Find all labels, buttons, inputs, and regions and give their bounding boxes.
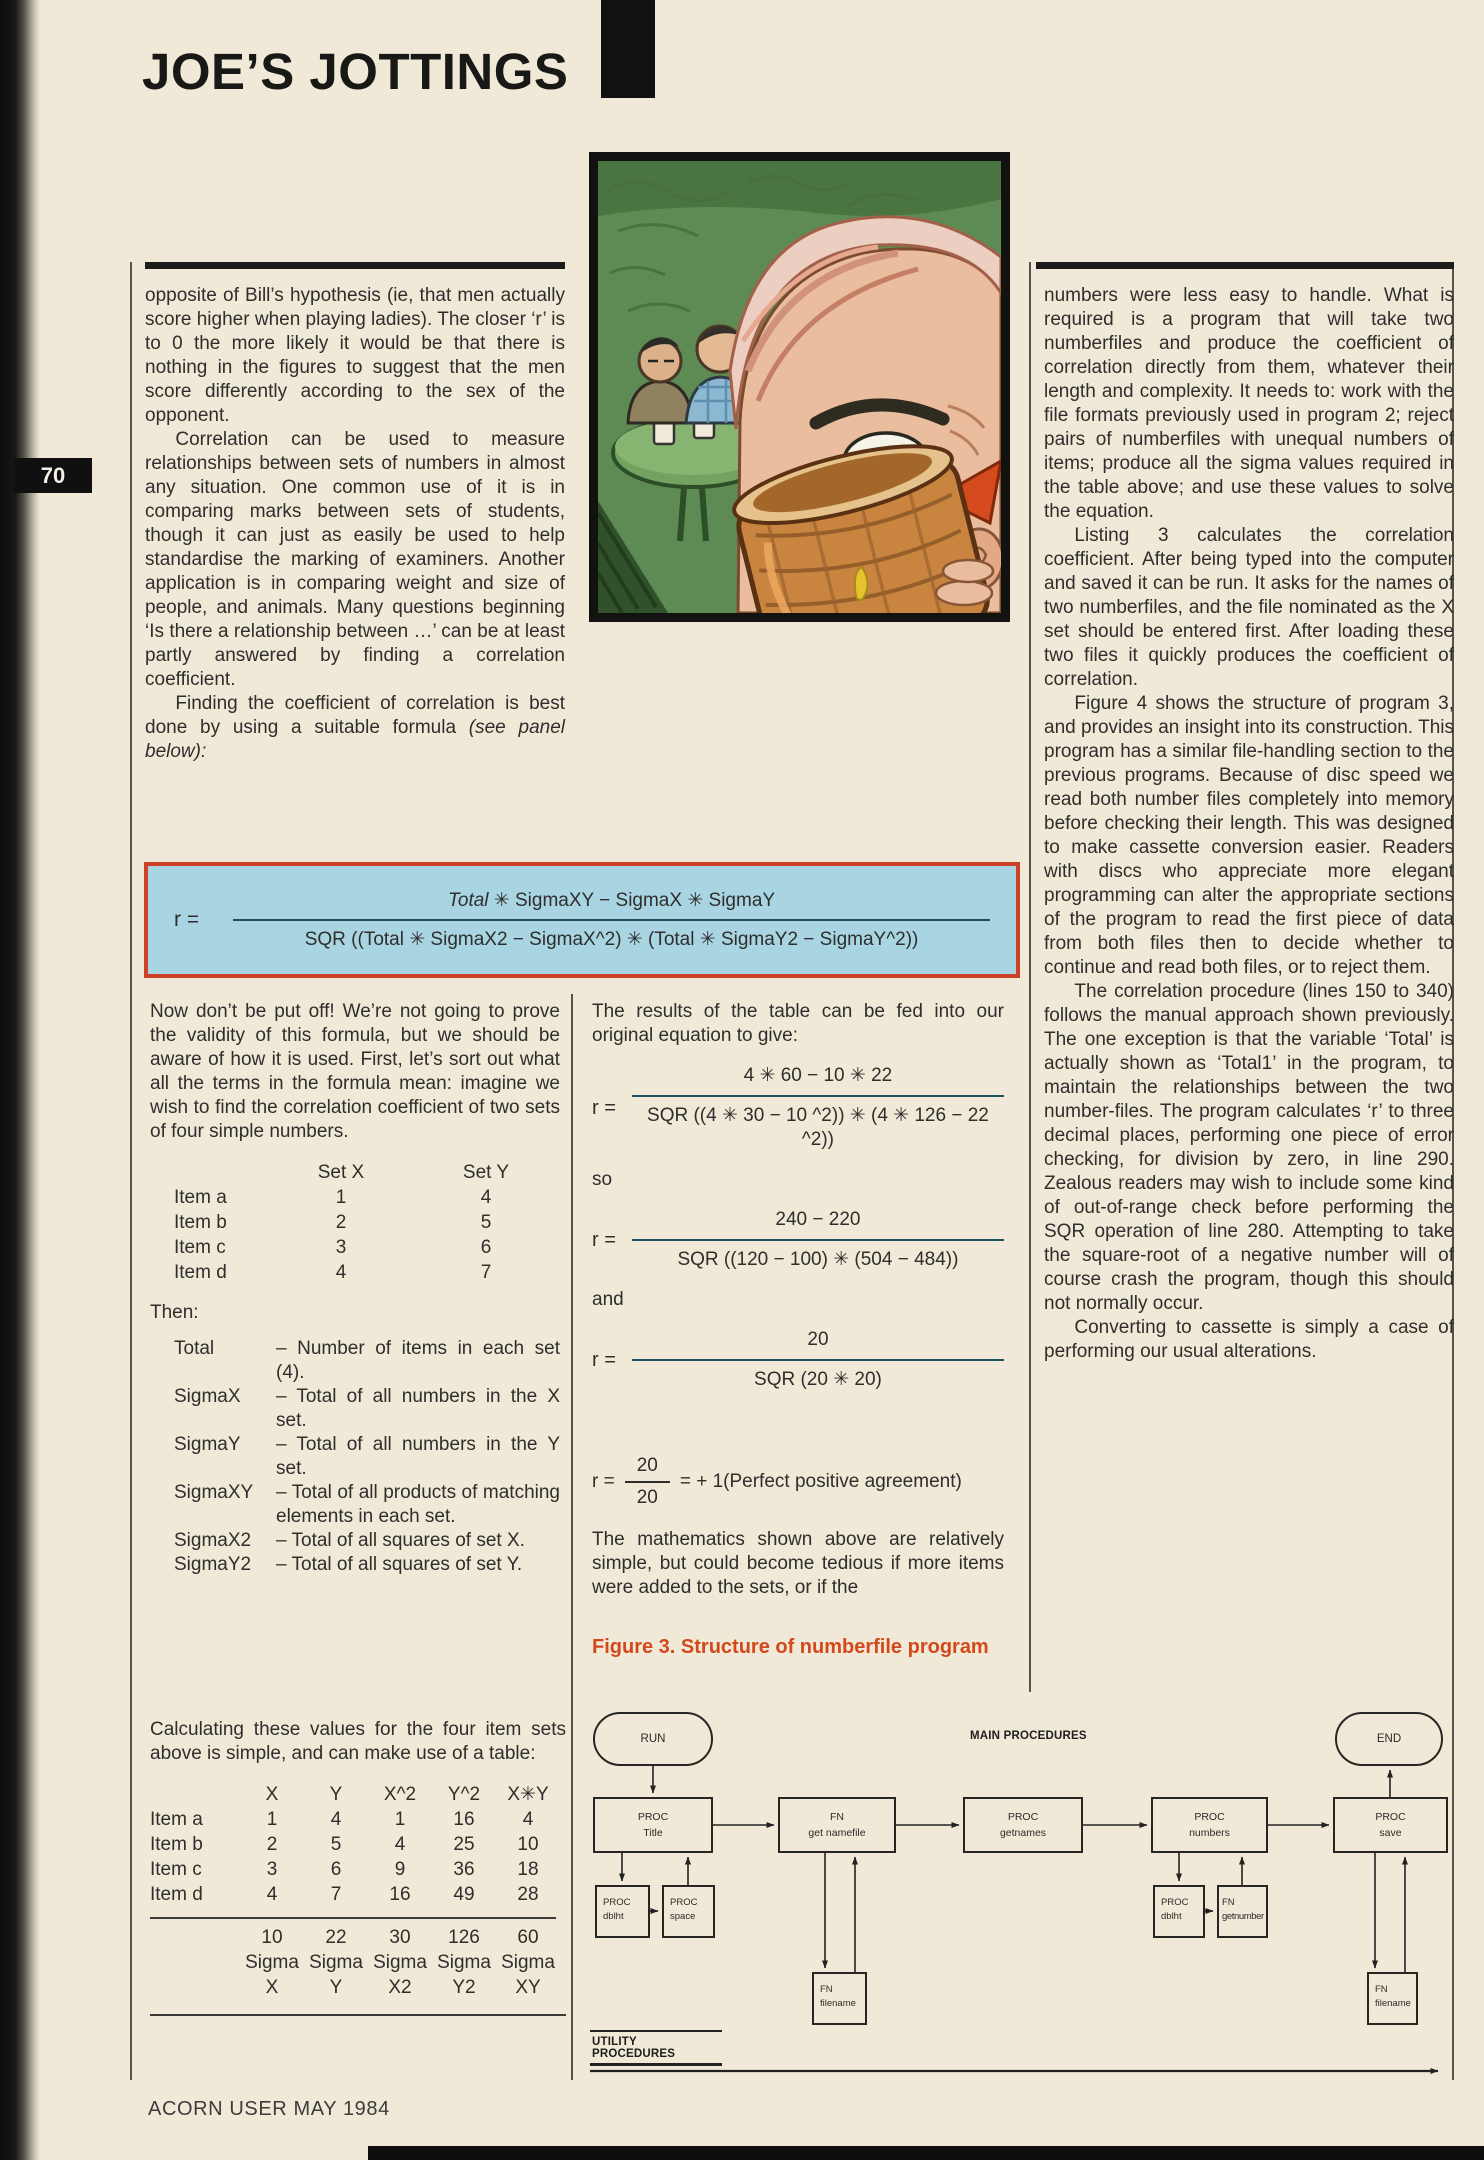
set-table xyxy=(174,1160,560,1285)
calc-label: Item c xyxy=(150,1859,202,1880)
column-rule-left xyxy=(130,262,132,2080)
definition-desc: – Total of all products of matching elements in each set. xyxy=(276,1482,560,1527)
paragraph: opposite of Bill’s hypothesis (ie, that men actually score higher when playing ladies). The closer ‘r’ is to 0 the more likely it would be that there is nothing in the figures to suggest that the men score differently according to the sex of the opponent. xyxy=(145,285,565,426)
sigma-word: Sigma xyxy=(373,1952,427,1973)
equation-2 xyxy=(592,1208,1004,1272)
calc-cell: 6 xyxy=(330,1859,342,1880)
equation-lhs: r = xyxy=(592,1471,615,1492)
definition-desc: – Total of all numbers in the Y set. xyxy=(276,1434,560,1479)
formula-fraction xyxy=(233,889,990,951)
calc-cell: 49 xyxy=(453,1884,475,1905)
node-line2: get namefile xyxy=(808,1826,866,1839)
definition-term: SigmaX2 xyxy=(174,1530,252,1551)
then-label: Then: xyxy=(150,1302,199,1323)
illustration xyxy=(589,152,1010,622)
calc-header: X✳Y xyxy=(507,1784,549,1805)
definition-term: SigmaY2 xyxy=(174,1554,252,1575)
calc-label: Item d xyxy=(150,1884,203,1905)
paragraph: Now don’t be put off! We’re not going to prove the validity of this formula, but we should be aware of how it is used. First, let’s sort out what all the terms in the formula mean: imagine we wish to find the correlation coefficient of two sets of four simple numbers. xyxy=(150,1001,560,1142)
flowchart-node-proc-numbers xyxy=(1151,1797,1268,1853)
paragraph: The results of the table can be fed into our original equation to give: xyxy=(592,1001,1004,1046)
calc-total: 126 xyxy=(448,1927,480,1948)
sigma-word: Sigma xyxy=(245,1952,299,1973)
mini-fraction xyxy=(625,1454,670,1510)
node-line2: getnames xyxy=(999,1826,1047,1839)
calc-cell: 28 xyxy=(517,1884,539,1905)
equation-numerator: 20 xyxy=(807,1329,829,1350)
node-line2: getnumber xyxy=(1222,1910,1264,1922)
formula-panel xyxy=(144,862,1020,978)
flowchart-node-proc-space xyxy=(662,1885,715,1938)
flowchart-node-proc-getnames xyxy=(963,1797,1083,1853)
node-line1: FN xyxy=(820,1984,833,1995)
calc-cell: 9 xyxy=(394,1859,406,1880)
calc-label xyxy=(150,1950,240,1975)
calc-cell: 10 xyxy=(517,1834,539,1855)
cartoon-drinking-man xyxy=(598,161,1001,613)
calc-cell: 4 xyxy=(394,1834,406,1855)
set-table-cell: 4 xyxy=(335,1262,347,1283)
set-table-cell: 3 xyxy=(335,1237,347,1258)
node-line2: dblht xyxy=(1161,1910,1182,1922)
calc-total: 10 xyxy=(261,1927,283,1948)
node-line1: FN xyxy=(1375,1984,1388,1995)
calc-table-section xyxy=(150,1718,566,2016)
equation-4 xyxy=(592,1454,1004,1510)
formula-numerator xyxy=(233,889,990,919)
sigma-sub: Y xyxy=(329,1977,343,1998)
calc-header: X^2 xyxy=(383,1784,417,1805)
flowchart-node-fn-filename-2 xyxy=(1367,1972,1418,2025)
worked-equations-column xyxy=(592,1000,1004,1600)
set-table-label: Item c xyxy=(174,1237,226,1258)
title-black-block xyxy=(601,0,655,98)
page-title: JOE’S JOTTINGS xyxy=(142,43,569,100)
formula-denominator: SQR ((Total ✳ SigmaX2 − SigmaX^2) ✳ (Total ✳ SigmaY2 − SigmaY^2)) xyxy=(304,929,919,950)
calc-total: 30 xyxy=(389,1927,411,1948)
calc-header: Y xyxy=(329,1784,343,1805)
flowchart-node-proc-save xyxy=(1333,1797,1448,1853)
flowchart-node-fn-filename-1 xyxy=(812,1972,867,2025)
calc-cell: 1 xyxy=(394,1809,406,1830)
definition-term: SigmaY xyxy=(174,1434,241,1455)
flowchart xyxy=(578,1700,1462,2090)
calc-cell: 5 xyxy=(330,1834,342,1855)
flowchart-node-fn-getnumber xyxy=(1217,1885,1268,1938)
sigma-word: Sigma xyxy=(501,1952,555,1973)
set-table-cell: 1 xyxy=(335,1187,347,1208)
equation-lhs: r = xyxy=(592,1229,616,1251)
paragraph: Calculating these values for the four item sets above is simple, and can make use of a table: xyxy=(150,1719,566,1764)
flowchart-node-proc-dblht-2 xyxy=(1153,1885,1205,1938)
set-table-label: Item b xyxy=(174,1212,227,1233)
definition-row xyxy=(174,1481,560,1529)
calc-cell: 2 xyxy=(266,1834,278,1855)
definition-row xyxy=(174,1529,560,1553)
equation-3 xyxy=(592,1328,1004,1392)
node-line1: PROC xyxy=(1007,1810,1039,1823)
calc-cell: 16 xyxy=(389,1884,411,1905)
set-table-header: Set Y xyxy=(462,1162,510,1183)
equation-numerator: 20 xyxy=(625,1454,670,1483)
node-line2: filename xyxy=(1375,1997,1411,2009)
definitions-list xyxy=(150,1337,560,1577)
calc-cell: 7 xyxy=(330,1884,342,1905)
paragraph xyxy=(145,692,565,764)
set-table-cell: 2 xyxy=(335,1212,347,1233)
calc-table xyxy=(150,1782,566,2016)
equation-result: = + 1(Perfect positive agreement) xyxy=(679,1471,962,1492)
definition-desc: – Total of all numbers in the X set. xyxy=(276,1386,560,1431)
definition-desc: – Number of items in each set (4). xyxy=(276,1338,560,1383)
definition-term: Total xyxy=(174,1338,215,1359)
definition-row xyxy=(174,1337,560,1385)
node-line2: Title xyxy=(643,1826,663,1839)
node-line2: dblht xyxy=(603,1910,624,1922)
column-rule-mid1 xyxy=(571,994,573,2080)
equation-denominator: SQR (20 ✳ 20) xyxy=(754,1369,882,1390)
calc-total: 60 xyxy=(517,1927,539,1948)
sigma-word: Sigma xyxy=(309,1952,363,1973)
calc-cell: 25 xyxy=(453,1834,475,1855)
connector-word: and xyxy=(592,1289,624,1310)
node-line2: save xyxy=(1379,1826,1402,1839)
calc-label: Item b xyxy=(150,1834,203,1855)
main-procedures-label: MAIN PROCEDURES xyxy=(970,1730,1087,1742)
paragraph: Correlation can be used to measure relationships between sets of numbers in almost any situation. One common use of it is in comparing marks between sets of students, though it can just as easily be used to help standardise the marking of examiners. Another application is in comparing weight and size of people, and animals. Many questions beginning ‘Is there a relationship between …’ can be at least partly answered by finding a correlation coefficient. xyxy=(145,429,565,690)
set-table-label: Item a xyxy=(174,1187,227,1208)
equation-lhs: r = xyxy=(592,1097,616,1119)
calc-cell: 4 xyxy=(522,1809,534,1830)
flowchart-node-run: RUN xyxy=(593,1712,713,1766)
paragraph: The mathematics shown above are relatively simple, but could become tedious if more items were added to the sets, or if the xyxy=(592,1529,1004,1598)
connector-word: so xyxy=(592,1169,613,1190)
equation-numerator: 4 ✳ 60 − 10 ✳ 22 xyxy=(743,1065,893,1086)
page-number: 70 xyxy=(40,462,66,488)
calc-header: X xyxy=(265,1784,279,1805)
calc-label: Item a xyxy=(150,1809,203,1830)
column-top-rule xyxy=(145,262,565,269)
calc-cell: 36 xyxy=(453,1859,475,1880)
utility-procedures-label: UTILITY PROCEDURES xyxy=(590,2030,722,2066)
calc-label xyxy=(150,1975,240,2000)
paragraph: numbers were less easy to handle. What is required is a program that will take two numberfiles and produce the coefficient of correlation directly from them, whatever their length and complexity. It needs to: work with the file formats previously used in program 2; reject pairs of numberfiles with unequal numbers of items; produce all the sigma values required in the table above; and use these values to solve the equation. xyxy=(1044,285,1454,522)
paragraph: Converting to cassette is simply a case of performing our usual alterations. xyxy=(1044,1317,1454,1362)
definition-term: SigmaXY xyxy=(174,1482,254,1503)
equation-lhs: r = xyxy=(592,1349,616,1371)
set-table-cell: 7 xyxy=(480,1262,492,1283)
paragraph: Listing 3 calculates the correlation coefficient. After being typed into the computer and saved it can be run. It asks for the names of two numberfiles, and the file nominated as the X set should be entered first. After loading these two files it quickly produces the coefficient of correlation. xyxy=(1044,525,1454,690)
paragraph-text: Finding the coefficient of correlation is best done by using a suitable formula xyxy=(145,693,565,738)
node-line1: PROC xyxy=(1194,1810,1225,1823)
set-table-cell: 5 xyxy=(480,1212,492,1233)
paragraph-italic: (see panel below): xyxy=(145,717,565,762)
totals-rule xyxy=(150,1917,556,1919)
formula-numerator-rest: ✳ SigmaXY − SigmaX ✳ SigmaY xyxy=(488,890,776,911)
formula-total-term: Total xyxy=(448,890,489,911)
calc-cell: 3 xyxy=(266,1859,278,1880)
calc-header: Y^2 xyxy=(447,1784,481,1805)
set-table-header: Set X xyxy=(317,1162,365,1183)
node-line1: PROC xyxy=(603,1897,631,1908)
calc-cell: 1 xyxy=(266,1809,278,1830)
calc-cell: 4 xyxy=(330,1809,342,1830)
article-column-right xyxy=(1036,262,1454,1364)
node-line1: FN xyxy=(1222,1897,1235,1908)
calc-corner xyxy=(150,1782,240,1807)
node-line2: numbers xyxy=(1189,1826,1230,1839)
set-table-label: Item d xyxy=(174,1262,227,1283)
book-spine xyxy=(0,0,40,2160)
formula-lhs: r = xyxy=(174,908,200,931)
flowchart-node-fn-getnamefile xyxy=(778,1797,896,1853)
sigma-sub: Y2 xyxy=(452,1977,476,1998)
node-line1: PROC xyxy=(1375,1810,1406,1823)
calc-cell: 18 xyxy=(517,1859,539,1880)
equation-denominator: SQR ((120 − 100) ✳ (504 − 484)) xyxy=(677,1249,959,1270)
set-table-corner xyxy=(174,1160,266,1185)
calc-cell: 4 xyxy=(266,1884,278,1905)
column-top-rule xyxy=(1036,262,1454,269)
node-line1: PROC xyxy=(637,1810,669,1823)
node-line1: FN xyxy=(830,1810,844,1823)
calc-total: 22 xyxy=(325,1927,347,1948)
terms-column xyxy=(150,1000,560,1577)
sigma-sub: X xyxy=(265,1977,279,1998)
article-column-left xyxy=(145,262,565,764)
definition-desc: – Total of all squares of set Y. xyxy=(276,1554,523,1575)
node-line1: PROC xyxy=(670,1897,698,1908)
footer: ACORN USER MAY 1984 xyxy=(148,2098,390,2120)
calc-cell: 16 xyxy=(453,1809,475,1830)
bottom-bar xyxy=(368,2146,1484,2160)
node-line2: filename xyxy=(820,1997,856,2009)
figure-caption: Figure 3. Structure of numberfile program xyxy=(592,1636,989,1658)
equation-numerator: 240 − 220 xyxy=(775,1209,861,1230)
definition-term: SigmaX xyxy=(174,1386,241,1407)
equation-1 xyxy=(592,1064,1004,1152)
sigma-word: Sigma xyxy=(437,1952,491,1973)
flowchart-node-proc-title xyxy=(593,1797,713,1853)
column-rule-mid2 xyxy=(1029,262,1031,1692)
equation-denominator: 20 xyxy=(636,1487,658,1508)
flowchart-node-proc-dblht-1 xyxy=(595,1885,650,1938)
definition-row xyxy=(174,1433,560,1481)
node-line2: space xyxy=(670,1910,696,1922)
set-table-cell: 4 xyxy=(480,1187,492,1208)
definition-row xyxy=(174,1385,560,1433)
flowchart-node-end: END xyxy=(1335,1712,1443,1766)
calc-label xyxy=(150,1925,240,1950)
sigma-sub: XY xyxy=(515,1977,541,1998)
definition-desc: – Total of all squares of set X. xyxy=(276,1530,525,1551)
set-table-cell: 6 xyxy=(480,1237,492,1258)
paragraph: Figure 4 shows the structure of program 3, and provides an insight into its construction. This program has a similar file-handling section to the previous programs. Because of disc speed we read both number files completely into memory before checking their length. This was designed to make cassette conversion easier. Readers with discs who appreciate more elegant programming can alter the appropriate sections of the program to read the first piece of data from both files then to decide whether to continue and read both files, or to reject them. xyxy=(1044,693,1454,978)
sigma-sub: X2 xyxy=(388,1977,412,1998)
definition-row xyxy=(174,1553,560,1577)
equation-denominator: SQR ((4 ✳ 30 − 10 ^2)) ✳ (4 ✳ 126 − 22 ^2)) xyxy=(647,1105,989,1150)
node-line1: PROC xyxy=(1161,1897,1189,1908)
paragraph: The correlation procedure (lines 150 to 340) follows the manual approach shown previously. The one exception is that the variable ‘Total’ is actually shown as ‘Total1’ in the program, to maintain the relationships between the two number-files. The program calculates ‘r’ to three decimal places, performing one piece of error checking, for division by zero, in line 290. Zealous readers may wish to include some kind of out-of-range check before performing the SQR operation of line 280. Attempting to take the square-root of a negative number will of course crash the program, though this should not normally occur. xyxy=(1044,981,1454,1314)
page-number-tab xyxy=(14,458,92,493)
